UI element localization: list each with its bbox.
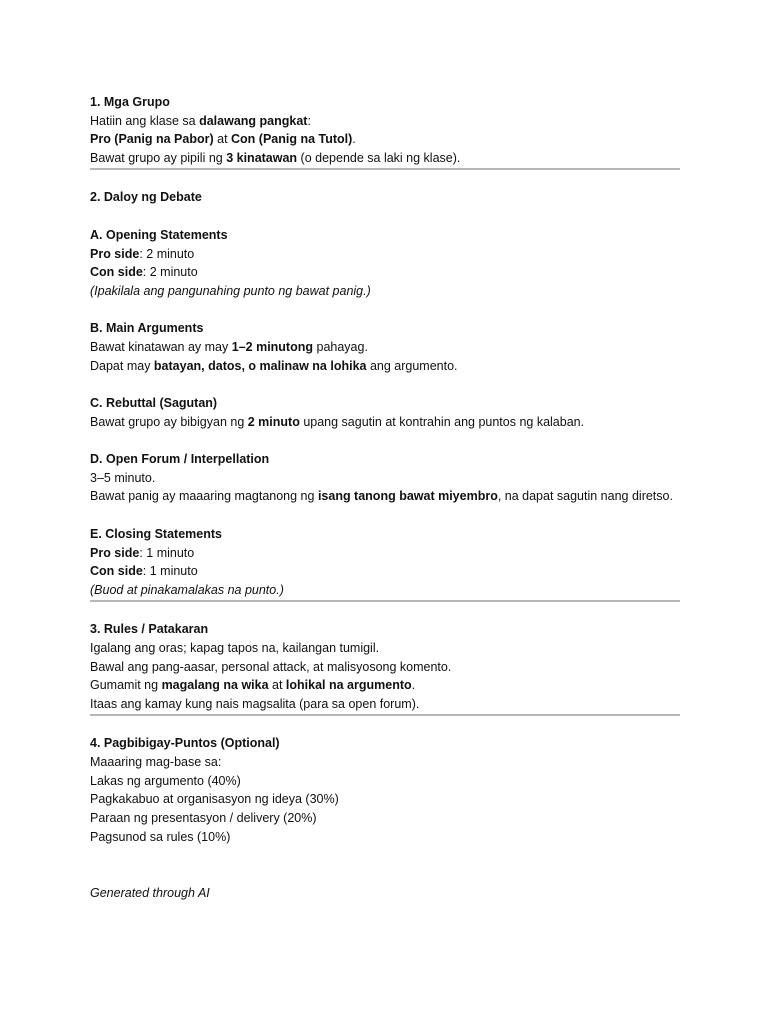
subsection-d-heading: D. Open Forum / Interpellation (90, 452, 270, 467)
section-2-heading: 2. Daloy ng Debate (90, 190, 202, 205)
section-1-line-1: Hatiin ang klase sa dalawang pangkat: (90, 113, 311, 128)
open-forum-line-1: 3–5 minuto. (90, 470, 156, 485)
section-1-heading: 1. Mga Grupo (90, 95, 170, 109)
opening-con-line: Con side: 2 minuto (90, 265, 198, 280)
document-body (90, 93, 680, 903)
rules-line-1: Igalang ang oras; kapag tapos na, kailangan tumigil. (90, 640, 380, 655)
scoring-item: Paraan ng presentasyon / delivery (20%) (90, 811, 317, 826)
rules-line-4: Itaas ang kamay kung nais magsalita (para sa open forum). (90, 697, 420, 711)
subsection-e-heading: E. Closing Statements (90, 526, 222, 541)
section-3-heading: 3. Rules / Patakaran (90, 622, 209, 637)
subsection-c-heading: C. Rebuttal (Sagutan) (90, 396, 218, 410)
scoring-item: Pagsunod sa rules (10%) (90, 829, 231, 844)
closing-pro-line: Pro side: 1 minuto (90, 545, 195, 560)
rules-line-2: Bawal ang pang-aasar, personal attack, at malisyosong komento. (90, 659, 452, 674)
rules-line-3: Gumamit ng magalang na wika at lohikal na argumento. (90, 678, 416, 693)
opening-note: (Ipakilala ang pangunahing punto ng bawat panig.) (90, 283, 371, 298)
scoring-item: Pagkakabuo at organisasyon ng ideya (30%) (90, 792, 339, 807)
section-1-line-2: Pro (Panig na Pabor) at Con (Panig na Tutol). (90, 132, 356, 147)
open-forum-line-2: Bawat panig ay maaaring magtanong ng isang tanong bawat miyembro, na dapat sagutin nang diretso. (90, 489, 673, 504)
opening-pro-line: Pro side: 2 minuto (90, 246, 195, 261)
main-arguments-line-2: Dapat may batayan, datos, o malinaw na lohika ang argumento. (90, 358, 458, 373)
section-4-heading: 4. Pagbibigay-Puntos (Optional) (90, 736, 280, 751)
subsection-a-heading: A. Opening Statements (90, 227, 228, 242)
section-1-line-3: Bawat grupo ay pipili ng 3 kinatawan (o depende sa laki ng klase). (90, 151, 461, 166)
rebuttal-line-1: Bawat grupo ay bibigyan ng 2 minuto upang sagutin at kontrahin ang puntos ng kalaban. (90, 414, 585, 429)
subsection-b-heading: B. Main Arguments (90, 321, 204, 336)
main-arguments-line-1: Bawat kinatawan ay may 1–2 minutong pahayag. (90, 339, 368, 354)
closing-con-line: Con side: 1 minuto (90, 564, 198, 579)
closing-note: (Buod at pinakamalakas na punto.) (90, 582, 284, 597)
scoring-intro: Maaaring mag-base sa: (90, 755, 222, 770)
scoring-item: Lakas ng argumento (40%) (90, 773, 241, 788)
footer-note: Generated through AI (90, 885, 210, 900)
